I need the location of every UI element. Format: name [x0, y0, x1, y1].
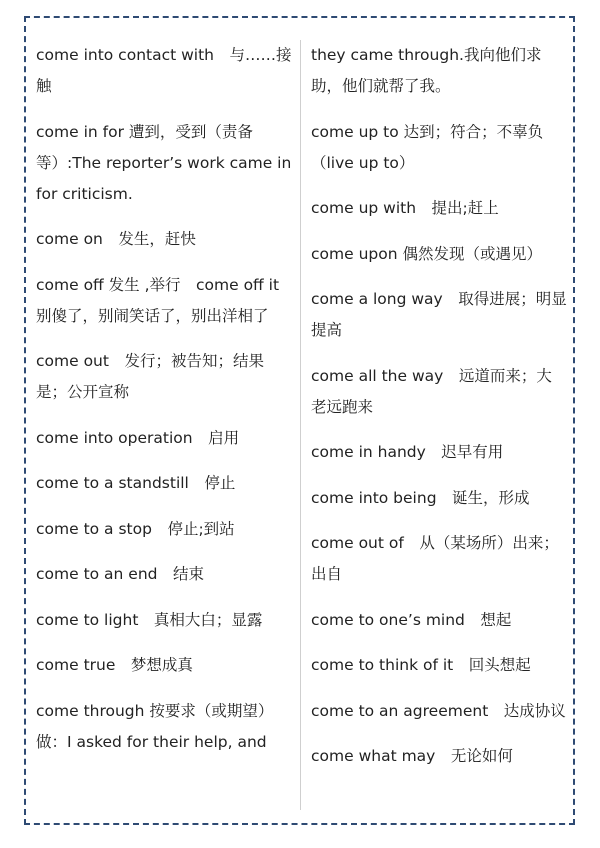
phrase-entry: come in handy 迟早有用 [311, 443, 504, 461]
phrase-entry: come to a standstill 停止 [36, 474, 236, 492]
phrase-entry: come true 梦想成真 [36, 656, 193, 674]
phrase-entry: come up to 达到；符合；不辜负（live up to） [311, 122, 544, 172]
phrase-entry: come out of 从（某场所）出来；出自 [311, 534, 559, 583]
phrase-entry: come off 发生 ,举行 come off it 别傻了，别闹笑话了，别出洋相了 [36, 275, 280, 325]
phrase-entry: come a long way 取得进展；明显提高 [311, 290, 567, 339]
phrase-entry: come out 发行；被告知；结果是；公开宣称 [36, 352, 264, 401]
phrase-entry: come on 发生，赶快 [36, 230, 196, 248]
phrase-entry: come to a stop 停止;到站 [36, 519, 235, 538]
phrase-entry: come into contact with 与……接触 [36, 46, 292, 95]
right-column [311, 40, 567, 787]
phrase-entry: come through 按要求（或期望）做：I asked for their help, and [36, 701, 274, 751]
phrase-entry: come upon 偶然发现（或遇见） [311, 244, 542, 263]
phrase-entry: they came through.我向他们求助，他们就帮了我。 [311, 46, 542, 95]
phrase-entry: come in for 遭到，受到（责备等）:The reporter’s work came in for criticism. [36, 122, 292, 203]
column-divider [300, 40, 301, 810]
phrase-entry: come to an end 结束 [36, 565, 205, 583]
phrase-entry: come what may 无论如何 [311, 747, 513, 765]
phrase-entry: come to an agreement 达成协议 [311, 701, 566, 720]
phrase-entry: come all the way 远道而来；大老远跑来 [311, 366, 552, 416]
phrase-entry: come into being 诞生，形成 [311, 488, 530, 507]
phrase-entry: come up with 提出;赶上 [311, 199, 499, 217]
left-column [36, 40, 294, 772]
phrase-entry: come to light 真相大白；显露 [36, 610, 263, 629]
phrase-entry: come to think of it 回头想起 [311, 656, 531, 674]
phrase-entry: come to one’s mind 想起 [311, 610, 512, 629]
phrase-entry: come into operation 启用 [36, 428, 240, 447]
